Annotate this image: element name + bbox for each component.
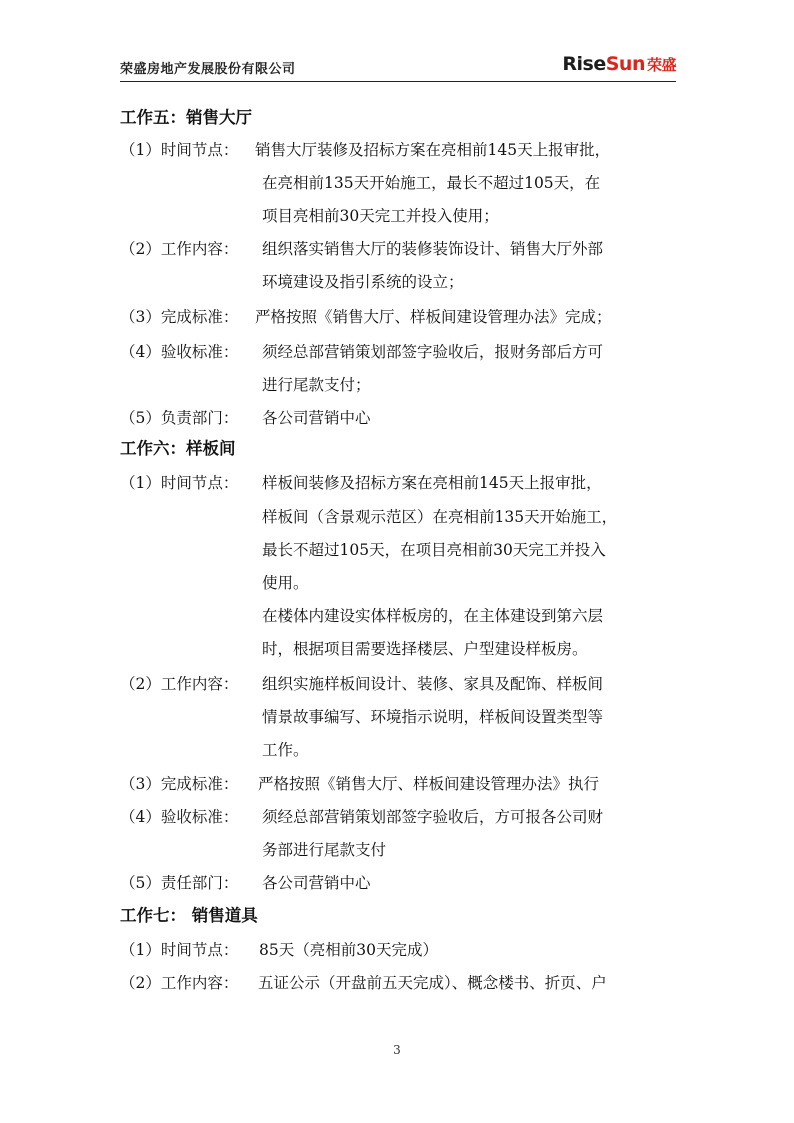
s7-item-2-label: （2）工作内容： xyxy=(120,974,239,992)
s6-item-4-cont-2: 务部进行尾款支付 xyxy=(262,841,387,859)
s6-item-1-cont-2: 样板间（含景观示范区）在亮相前135天开始施工， xyxy=(262,508,618,526)
page-number: 3 xyxy=(393,1043,401,1057)
s5-item-4-cont-2: 进行尾款支付； xyxy=(262,376,371,394)
s6-item-2-cont-3: 工作。 xyxy=(262,741,309,759)
s6-item-5-text: 各公司营销中心 xyxy=(262,874,371,892)
s5-item-1-cont-3: 项目亮相前30天完工并投入使用； xyxy=(262,207,499,225)
section-heading-6: 工作六：样板间 xyxy=(120,439,236,458)
s5-item-1-cont-2: 在亮相前135天开始施工，最长不超过105天，在 xyxy=(262,174,601,192)
s5-item-4-label: （4）验收标准： xyxy=(120,343,239,361)
s5-item-1-label: （1）时间节点： xyxy=(120,141,239,159)
s7-item-1-text: 85天（亮相前30天完成） xyxy=(259,941,438,959)
s6-item-2-label: （2）工作内容： xyxy=(120,675,239,693)
logo-text-rise: Rise xyxy=(562,53,606,75)
s6-item-1-cont-5: 在楼体内建设实体样板房的，在主体建设到第六层 xyxy=(262,607,604,625)
logo-text-sun: Sun xyxy=(605,53,645,75)
s7-item-1-label: （1）时间节点： xyxy=(120,941,239,959)
s6-item-1-text: 样板间装修及招标方案在亮相前145天上报审批， xyxy=(262,474,602,492)
s6-item-3-label: （3）完成标准： xyxy=(120,775,239,793)
s6-item-1-cont-4: 使用。 xyxy=(262,574,309,592)
section-heading-7: 工作七： 销售道具 xyxy=(120,906,258,925)
logo-text-cn: 荣盛 xyxy=(646,56,676,74)
s6-item-4-label: （4）验收标准： xyxy=(120,808,239,826)
s5-item-2-cont-2: 环境建设及指引系统的设立； xyxy=(262,273,464,291)
section-heading-5: 工作五：销售大厅 xyxy=(120,108,252,127)
s6-item-5-label: （5）责任部门： xyxy=(120,874,239,892)
s6-item-3-text: 严格按照《销售大厅、样板间建设管理办法》执行 xyxy=(258,775,600,793)
s5-item-4-text: 须经总部营销策划部签字验收后，报财务部后方可 xyxy=(262,343,604,361)
company-name: 荣盛房地产发展股份有限公司 xyxy=(120,62,296,77)
s5-item-2-label: （2）工作内容： xyxy=(120,240,239,258)
s6-item-1-cont-6: 时，根据项目需要选择楼层、户型建设样板房。 xyxy=(262,640,588,658)
s5-item-2-text: 组织落实销售大厅的装修装饰设计、销售大厅外部 xyxy=(262,240,604,258)
s5-item-5-text: 各公司营销中心 xyxy=(262,409,371,427)
s5-item-1-text: 销售大厅装修及招标方案在亮相前145天上报审批， xyxy=(255,141,611,159)
s5-item-3-text: 严格按照《销售大厅、样板间建设管理办法》完成； xyxy=(255,308,612,326)
s6-item-2-text: 组织实施样板间设计、装修、家具及配饰、样板间 xyxy=(262,675,604,693)
s5-item-3-label: （3）完成标准： xyxy=(120,308,239,326)
s5-item-5-label: （5）负责部门： xyxy=(120,409,239,427)
s6-item-1-cont-3: 最长不超过105天，在项目亮相前30天完工并投入 xyxy=(262,541,606,559)
s7-item-2-text: 五证公示（开盘前五天完成）、概念楼书、折页、户 xyxy=(258,974,607,992)
s6-item-4-text: 须经总部营销策划部签字验收后，方可报各公司财 xyxy=(262,808,604,826)
s6-item-1-label: （1）时间节点： xyxy=(120,474,239,492)
s6-item-2-cont-2: 情景故事编写、环境指示说明，样板间设置类型等 xyxy=(262,708,604,726)
